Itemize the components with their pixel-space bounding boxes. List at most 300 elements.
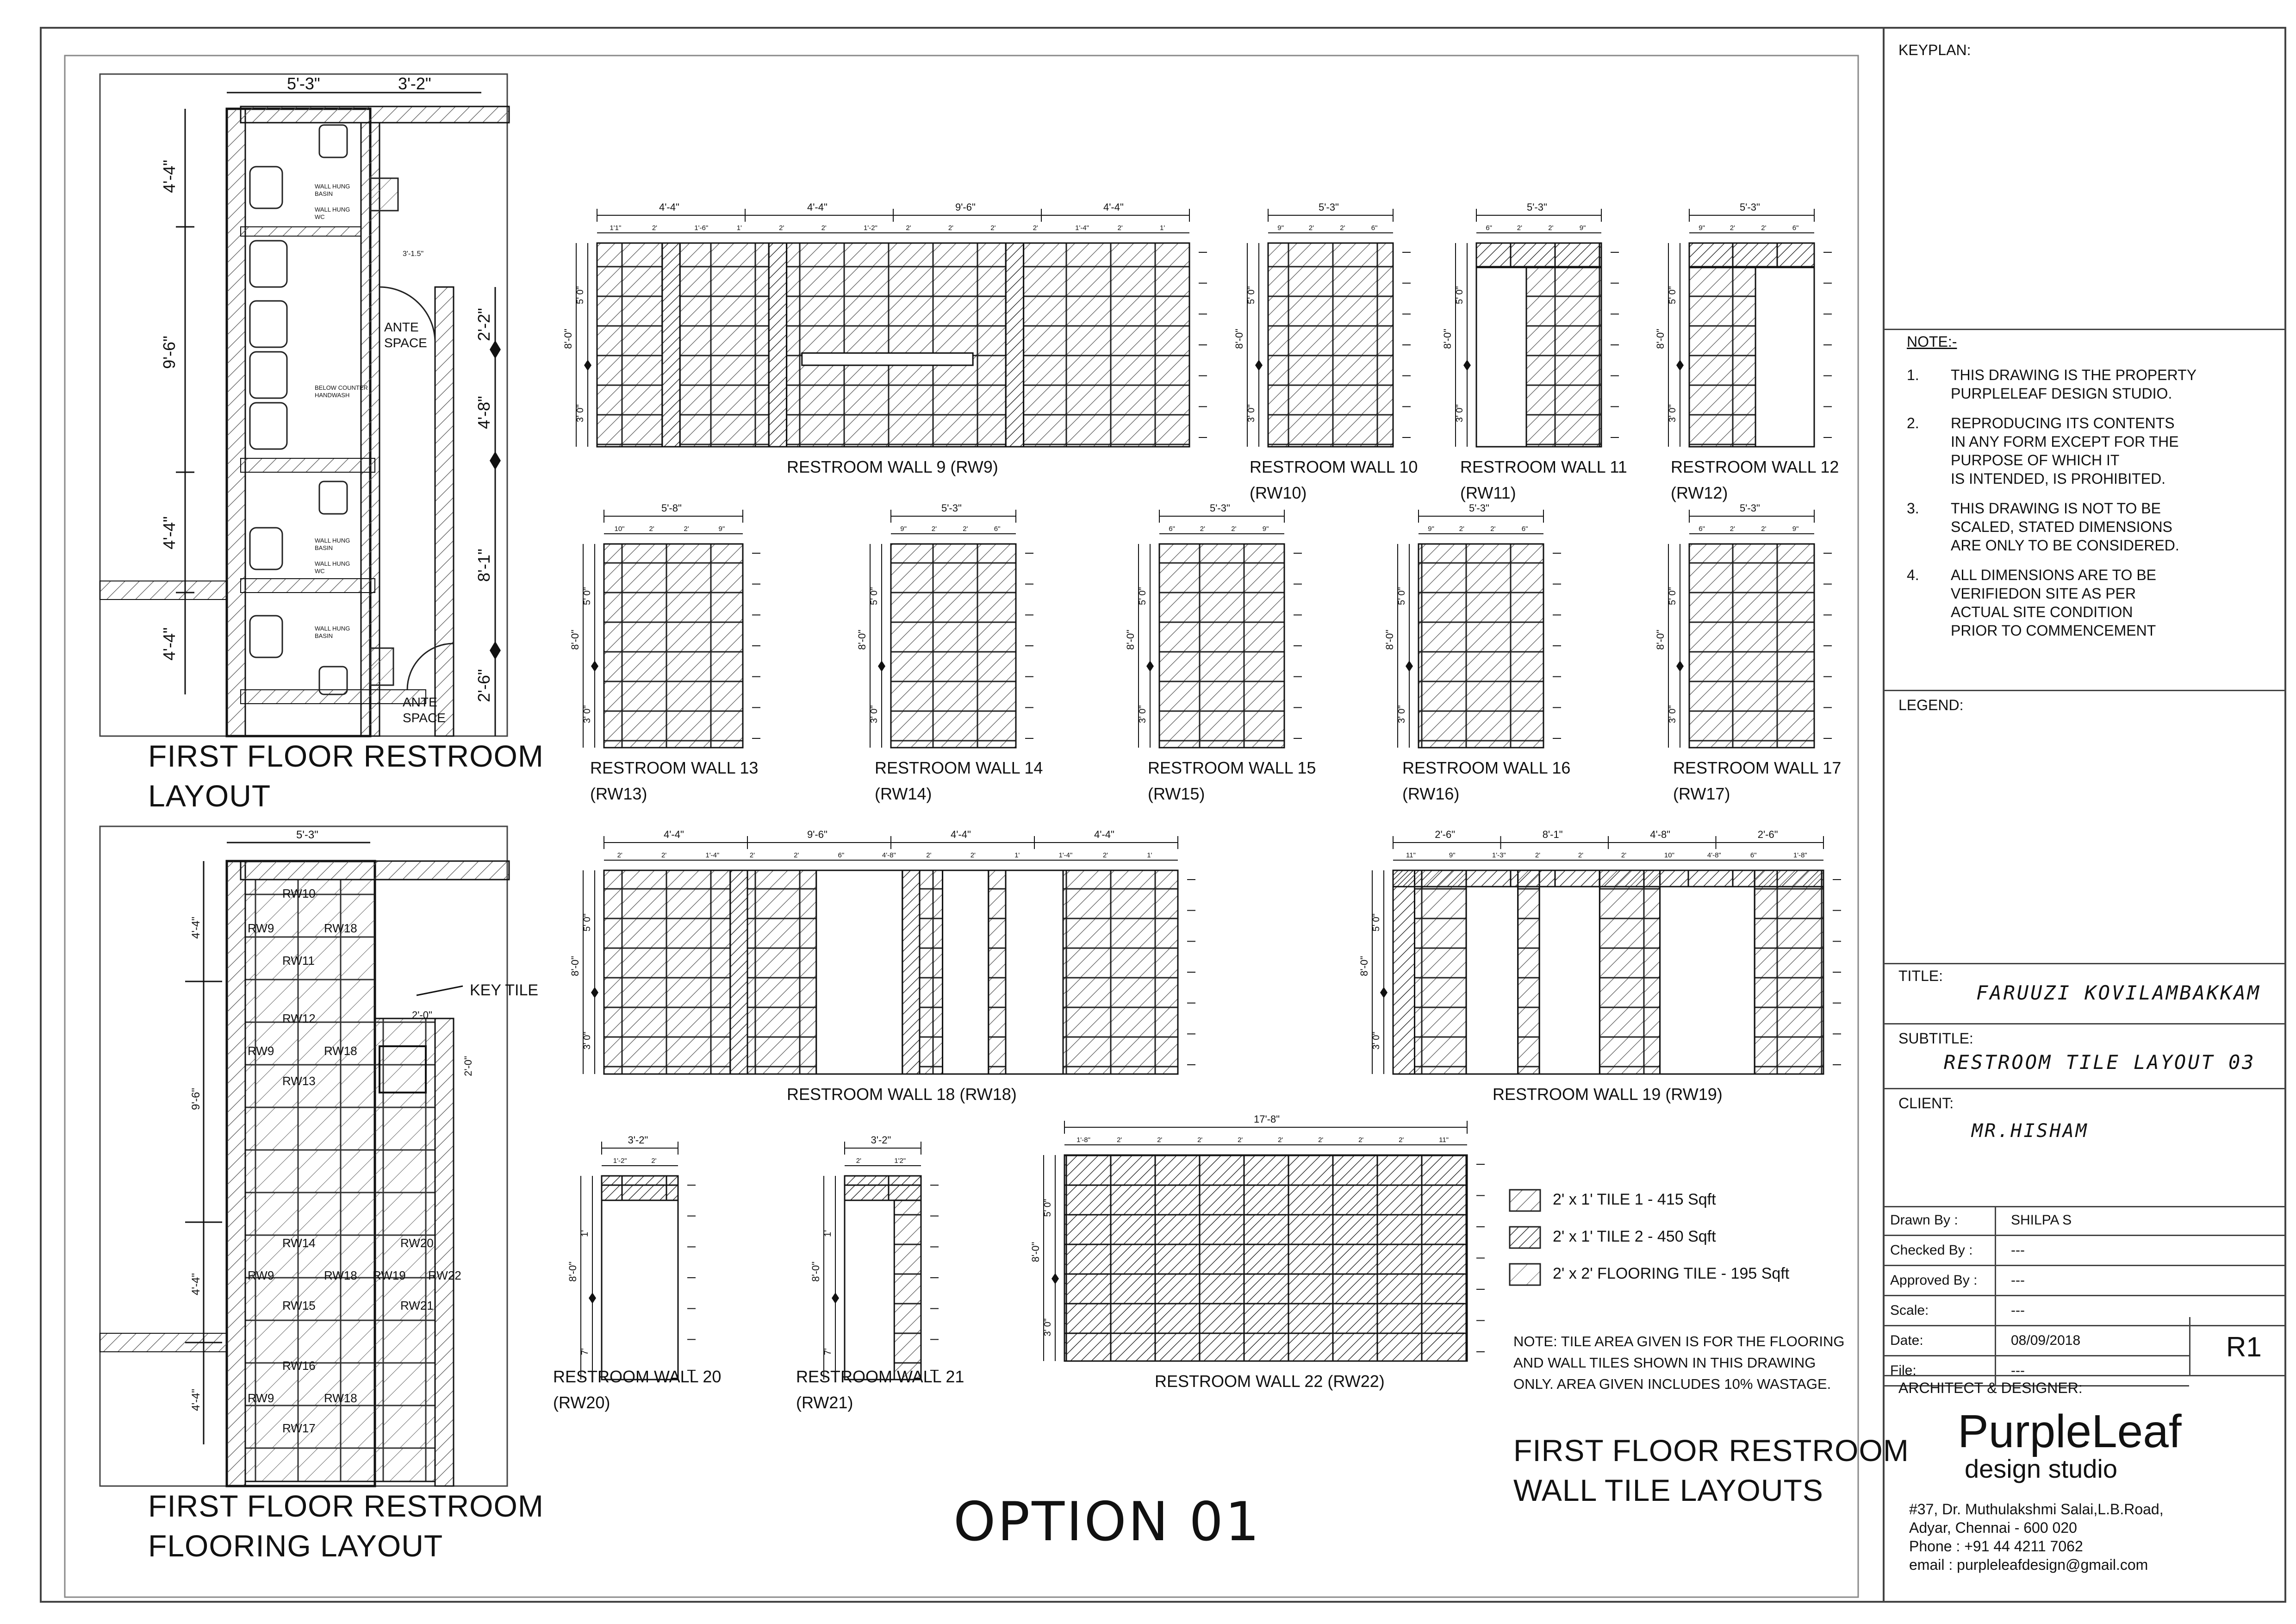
wall-title: RESTROOM WALL 17 xyxy=(1673,758,1842,777)
top-dimension-label: 4'-8" xyxy=(1650,829,1671,840)
top-dimension-label: 5'-3" xyxy=(1740,201,1760,213)
top-tile-band xyxy=(1689,243,1814,268)
wall-title-code: (RW15) xyxy=(1148,784,1205,803)
wall-title: RESTROOM WALL 20 xyxy=(553,1367,722,1386)
info-row xyxy=(1884,1236,2285,1266)
tile-panel xyxy=(1419,544,1543,748)
wall-title: RESTROOM WALL 9 (RW9) xyxy=(787,457,998,476)
title-label: TITLE: xyxy=(1898,968,1943,984)
sub-dimension-label: 2' xyxy=(1490,525,1496,533)
top-dimension-label: 9'-6" xyxy=(955,201,976,213)
sub-dimension-label: 1' xyxy=(736,224,742,232)
sub-dimension-label: 9" xyxy=(1262,525,1269,533)
sub-dimension-label: 2' xyxy=(990,224,996,232)
wall-section xyxy=(769,243,786,447)
wall-tag: RW9 xyxy=(248,1391,274,1405)
keyplan-label: KEYPLAN: xyxy=(1898,42,1971,58)
wall-tag: RW22 xyxy=(428,1268,461,1282)
wall-section xyxy=(730,870,747,1074)
sub-dimension-label: 2' xyxy=(1102,851,1108,859)
wall-outline xyxy=(602,1176,678,1380)
address-line: email : purpleleafdesign@gmail.com xyxy=(1909,1556,2148,1573)
floor-plan-dim-h2: 9'-6" xyxy=(189,1088,202,1110)
wall-tag: RW18 xyxy=(324,1391,357,1405)
wall-tile-title-line-2: WALL TILE LAYOUTS xyxy=(1513,1473,1823,1507)
info-row xyxy=(1884,1326,2189,1356)
tile-panel xyxy=(1755,870,1823,1074)
floor-plan-dim-key-2: 2'-0" xyxy=(462,1056,474,1076)
sub-dimension-label: 1'-8" xyxy=(1076,1136,1090,1144)
side-dimension-lower: 3' 0" xyxy=(1668,705,1678,724)
counter-band xyxy=(802,353,973,365)
info-separator xyxy=(1995,1266,1996,1295)
side-dimension-upper: 5' 0" xyxy=(1043,1199,1053,1217)
tile-panel xyxy=(1689,268,1755,447)
dim-marker xyxy=(1406,661,1413,672)
sub-dimension-label: 6" xyxy=(1169,525,1175,533)
restroom-plan-dim-h3: 4'-4" xyxy=(159,516,179,550)
side-dimension-total: 8'-0" xyxy=(569,629,581,650)
address-line: Adyar, Chennai - 600 020 xyxy=(1909,1519,2077,1536)
side-dimension-upper: 5' 0" xyxy=(1397,587,1407,605)
sub-dimension-label: 2' xyxy=(794,851,799,859)
dim-marker xyxy=(1676,360,1684,371)
tile-panel xyxy=(1268,243,1393,447)
sub-dimension-label: 6" xyxy=(1521,525,1528,533)
info-key: File: xyxy=(1890,1363,1916,1378)
side-dimension-upper: 5' 0" xyxy=(869,587,879,605)
wall-title: RESTROOM WALL 15 xyxy=(1148,758,1316,777)
top-dimension-label: 5'-3" xyxy=(1527,201,1547,213)
side-dimension-lower: 3' 0" xyxy=(575,404,585,423)
divider xyxy=(1884,1023,2285,1024)
info-key: Scale: xyxy=(1890,1303,1929,1318)
top-dimension-label: 9'-6" xyxy=(807,829,828,840)
sub-dimension-label: 2' xyxy=(1399,1136,1404,1144)
side-dimension-lower: 3' 0" xyxy=(1246,404,1257,423)
side-dimension-lower: 7' xyxy=(823,1348,833,1355)
dim-marker xyxy=(591,987,598,998)
sub-dimension-label: 11" xyxy=(1406,851,1416,859)
info-row xyxy=(1884,1266,2285,1296)
side-dimension-upper: 5' 0" xyxy=(1668,587,1678,605)
sub-dimension-label: 6" xyxy=(1792,224,1799,232)
info-key: Drawn By : xyxy=(1890,1212,1958,1228)
divider xyxy=(1884,963,2285,964)
flooring-layout-title-line-2: FLOORING LAYOUT xyxy=(148,1529,443,1563)
wall-tag: RW12 xyxy=(282,1012,316,1025)
sub-dimension-label: 9" xyxy=(718,525,725,533)
sub-dimension-label: 2' xyxy=(1231,525,1237,533)
sub-dimension-label: 2' xyxy=(1621,851,1627,859)
sub-dimension-label: 2' xyxy=(1730,224,1735,232)
tile-panel xyxy=(747,870,816,1074)
top-dimension-label: 5'-3" xyxy=(1210,502,1230,514)
tile-panel xyxy=(1599,870,1660,1074)
wall-title-code: (RW13) xyxy=(590,784,647,803)
wall-title-code: (RW16) xyxy=(1402,784,1460,803)
sub-dimension-label: 6" xyxy=(1371,224,1378,232)
side-dimension-total: 8'-0" xyxy=(1030,1242,1041,1262)
wall-tile-title-line-1: FIRST FLOOR RESTROOM xyxy=(1513,1433,1909,1468)
sub-dimension-label: 2' xyxy=(1761,525,1767,533)
restroom-plan-dim-r4: 2'-6" xyxy=(474,669,493,702)
dim-marker xyxy=(1676,661,1684,672)
side-dimension-lower: 3' 0" xyxy=(1455,404,1465,423)
tile-panel xyxy=(1159,544,1284,748)
sub-dimension-label: 6" xyxy=(1750,851,1757,859)
tile-panel xyxy=(1518,870,1540,1074)
architect-label: ARCHITECT & DESIGNER: xyxy=(1898,1380,2083,1396)
brand-logo-name: PurpleLeaf xyxy=(1958,1405,2182,1457)
sub-dimension-label: 2' xyxy=(1578,851,1584,859)
note-line: SCALED, STATED DIMENSIONS xyxy=(1951,518,2172,535)
sub-dimension-label: 2' xyxy=(1761,224,1767,232)
info-key: Date: xyxy=(1890,1333,1923,1348)
info-value: --- xyxy=(2011,1363,2025,1378)
wall-title: RESTROOM WALL 22 (RW22) xyxy=(1155,1372,1385,1391)
dim-marker xyxy=(1146,661,1154,672)
info-key: Approved By : xyxy=(1890,1273,1978,1288)
note-item xyxy=(1907,499,2277,555)
sub-dimension-label: 9" xyxy=(1428,525,1434,533)
wall-title: RESTROOM WALL 12 xyxy=(1671,457,1839,476)
wall-tag: RW19 xyxy=(373,1268,406,1282)
side-dimension-upper: 5' 0" xyxy=(582,587,592,605)
wall-section xyxy=(662,243,680,447)
project-title: FARUUZI KOVILAMBAKKAM xyxy=(1976,981,2261,1004)
sub-dimension-label: 1' xyxy=(1014,851,1020,859)
tile-panel xyxy=(604,870,730,1074)
fixture-label-3: BELOW COUNTER HANDWASH xyxy=(315,384,368,399)
tile-note-line: AND WALL TILES SHOWN IN THIS DRAWING xyxy=(1513,1355,1816,1371)
tile-panel xyxy=(1689,544,1814,748)
legend-swatch-tile-1 xyxy=(1509,1189,1541,1212)
top-dimension-label: 2'-6" xyxy=(1435,829,1456,840)
tile-panel xyxy=(989,870,1006,1074)
fixture-label-5: WALL HUNG WC xyxy=(315,560,350,575)
sub-dimension-label: 2' xyxy=(1318,1136,1324,1144)
sub-dimension-label: 1' xyxy=(1147,851,1152,859)
info-key: Checked By : xyxy=(1890,1243,1973,1258)
info-separator xyxy=(1995,1326,1996,1355)
tile-panel xyxy=(680,243,769,447)
side-dimension-upper: 5' 0" xyxy=(1455,286,1465,304)
top-dimension-label: 5'-3" xyxy=(1740,502,1760,514)
side-dimension-total: 8'-0" xyxy=(562,328,574,349)
tile-panel xyxy=(604,544,743,748)
tile-area-note xyxy=(1513,1331,1844,1395)
subtitle-label: SUBTITLE: xyxy=(1898,1030,1973,1047)
wall-tile-layouts-title xyxy=(1513,1430,1909,1510)
sub-dimension-label: 1' xyxy=(1160,224,1165,232)
sub-dimension-label: 9" xyxy=(900,525,907,533)
side-dimension-total: 8'-0" xyxy=(1442,328,1453,349)
floor-plan-dim-width: 5'-3" xyxy=(296,829,318,841)
side-dimension-lower: 7' xyxy=(580,1348,590,1355)
wall-title-code: (RW11) xyxy=(1460,483,1516,502)
opening xyxy=(1466,870,1518,1074)
info-value: SHILPA S xyxy=(2011,1212,2072,1228)
side-dimension-lower: 3' 0" xyxy=(1397,705,1407,724)
wall-title-code: (RW14) xyxy=(875,784,932,803)
sub-dimension-label: 1'-6" xyxy=(694,224,709,232)
divider xyxy=(1884,690,2285,691)
tile-panel xyxy=(920,870,943,1074)
side-dimension-upper: 5' 0" xyxy=(582,913,592,931)
sub-dimension-label: 2' xyxy=(821,224,827,232)
restroom-plan-dim-h2: 9'-6" xyxy=(159,336,179,369)
sub-dimension-label: 6" xyxy=(994,525,1001,533)
sub-dimension-label: 11" xyxy=(1439,1136,1449,1144)
side-dimension-lower: 3' 0" xyxy=(1043,1318,1053,1337)
wall-tag: RW18 xyxy=(324,921,357,935)
side-dimension-lower: 3' 0" xyxy=(1668,404,1678,423)
brand-logo-sub: design studio xyxy=(1965,1454,2118,1483)
sub-dimension-label: 2' xyxy=(970,851,976,859)
side-dimension-upper: 5' 0" xyxy=(575,286,585,304)
sub-dimension-label: 10" xyxy=(614,525,625,533)
sub-dimension-label: 6" xyxy=(1699,525,1705,533)
top-dimension-label: 5'-3" xyxy=(1469,502,1489,514)
note-number: 2. xyxy=(1907,415,1919,431)
wall-title: RESTROOM WALL 18 (RW18) xyxy=(787,1085,1017,1104)
wall-tag: RW20 xyxy=(400,1236,434,1250)
wall-tag: RW10 xyxy=(282,887,316,900)
sub-dimension-label: 1'-2" xyxy=(864,224,877,232)
wall-title-code: (RW17) xyxy=(1673,784,1730,803)
top-dimension-label: 4'-4" xyxy=(664,829,684,840)
sub-dimension-label: 1'2" xyxy=(894,1157,906,1165)
legend-swatch-flooring xyxy=(1509,1263,1541,1286)
note-line: PRIOR TO COMMENCEMENT xyxy=(1951,622,2156,639)
sub-dimension-label: 2' xyxy=(1517,224,1522,232)
side-dimension-total: 8'-0" xyxy=(569,956,581,976)
top-dimension-label: 5'-8" xyxy=(661,502,682,514)
sub-dimension-label: 9" xyxy=(1579,224,1586,232)
notes-list xyxy=(1907,366,2277,651)
option-title: OPTION 01 xyxy=(953,1491,1261,1553)
tile-panel xyxy=(1063,870,1178,1074)
tile-panel xyxy=(1526,268,1601,447)
tile-panel xyxy=(1024,243,1189,447)
client-name: MR.HISHAM xyxy=(1972,1120,2089,1142)
note-item xyxy=(1907,366,2277,403)
sub-dimension-label: 2' xyxy=(617,851,622,859)
sub-dimension-label: 2' xyxy=(649,525,654,533)
wall-tag: RW13 xyxy=(282,1074,316,1088)
restroom-plan-dim-width-1: 5'-3" xyxy=(287,74,320,93)
sub-dimension-label: 2' xyxy=(931,525,937,533)
note-line: VERIFIEDON SITE AS PER xyxy=(1951,585,2136,602)
restroom-plan-dim-h1: 4'-4" xyxy=(159,160,179,193)
wall-tag: RW9 xyxy=(248,1044,274,1058)
info-separator xyxy=(1995,1236,1996,1265)
restroom-plan-dim-r3: 8'-1" xyxy=(474,549,493,582)
sub-dimension-label: 9" xyxy=(1699,224,1705,232)
sub-dimension-label: 9" xyxy=(1449,851,1456,859)
tile-panel xyxy=(1064,1155,1467,1361)
top-dimension-label: 3'-2" xyxy=(871,1134,891,1146)
note-line: ACTUAL SITE CONDITION xyxy=(1951,604,2133,620)
restroom-plan-dim-width-2: 3'-2" xyxy=(398,74,431,93)
address-line: Phone : +91 44 4211 7062 xyxy=(1909,1538,2083,1555)
note-line: THIS DRAWING IS NOT TO BE xyxy=(1951,500,2161,517)
side-dimension-upper: 5' 0" xyxy=(1246,286,1257,304)
side-dimension-total: 8'-0" xyxy=(1125,629,1136,650)
tile-panel xyxy=(597,243,662,447)
note-number: 4. xyxy=(1907,567,1919,583)
top-tile-band xyxy=(1393,870,1823,887)
side-dimension-lower: 3' 0" xyxy=(1371,1031,1381,1050)
info-value: --- xyxy=(2011,1243,2025,1258)
note-line: ALL DIMENSIONS ARE TO BE xyxy=(1951,567,2156,583)
top-tile-band xyxy=(1476,243,1601,268)
sub-dimension-label: 2' xyxy=(652,224,658,232)
info-row xyxy=(1884,1206,2285,1236)
sub-dimension-label: 2' xyxy=(1278,1136,1283,1144)
top-tile-band xyxy=(602,1176,678,1200)
sub-dimension-label: 2' xyxy=(926,851,932,859)
dim-marker xyxy=(878,661,885,672)
top-dimension-label: 3'-2" xyxy=(628,1134,648,1146)
restroom-layout-title-line-1: FIRST FLOOR RESTROOM xyxy=(148,739,544,773)
wall-title: RESTROOM WALL 11 xyxy=(1460,457,1627,476)
sub-dimension-label: 1'-4" xyxy=(705,851,720,859)
dim-marker xyxy=(1463,360,1471,371)
note-line: IS INTENDED, IS PROHIBITED. xyxy=(1951,470,2166,487)
info-separator xyxy=(1995,1206,1996,1235)
wall-title-code: (RW12) xyxy=(1671,483,1728,502)
ante-space-label-2: ANTE SPACE xyxy=(403,695,446,725)
note-number: 3. xyxy=(1907,500,1919,517)
side-dimension-lower: 3' 0" xyxy=(582,1031,592,1050)
tile-panel xyxy=(1415,870,1467,1074)
dim-marker xyxy=(591,661,598,672)
note-number: 1. xyxy=(1907,367,1919,383)
sub-dimension-label: 2' xyxy=(1117,1136,1122,1144)
sub-dimension-label: 2' xyxy=(1117,224,1123,232)
top-dimension-label: 4'-4" xyxy=(807,201,828,213)
wall-tag: RW18 xyxy=(324,1268,357,1282)
top-dimension-label: 2'-6" xyxy=(1757,829,1778,840)
drawing-subtitle: RESTROOM TILE LAYOUT 03 xyxy=(1944,1051,2256,1074)
sub-dimension-label: 2' xyxy=(1238,1136,1243,1144)
note-item xyxy=(1907,414,2277,488)
legend-label: 2' x 1' TILE 1 - 415 Sqft xyxy=(1553,1191,1716,1208)
sub-dimension-label: 1'1" xyxy=(610,224,622,232)
sub-dimension-label: 9" xyxy=(1792,525,1799,533)
dim-marker xyxy=(589,1293,596,1304)
top-tile-band xyxy=(845,1176,921,1200)
sub-dimension-label: 2' xyxy=(1730,525,1735,533)
tile-panel xyxy=(894,1200,921,1380)
sub-dimension-label: 1'-2" xyxy=(613,1157,627,1165)
fixture-label-2: WALL HUNG WC xyxy=(315,206,350,220)
sub-dimension-label: 1'-3" xyxy=(1492,851,1506,859)
note-item xyxy=(1907,566,2277,640)
tile-note-line: ONLY. AREA GIVEN INCLUDES 10% WASTAGE. xyxy=(1513,1376,1831,1392)
sub-dimension-label: 2' xyxy=(1197,1136,1203,1144)
wall-title-code: (RW10) xyxy=(1250,483,1307,502)
sub-dimension-label: 2' xyxy=(1308,224,1314,232)
side-dimension-upper: 1' xyxy=(823,1230,833,1237)
info-value: --- xyxy=(2011,1273,2025,1288)
sub-dimension-label: 2' xyxy=(1200,525,1205,533)
side-dimension-total: 8'-0" xyxy=(1655,328,1666,349)
address-line: #37, Dr. Muthulakshmi Salai,L.B.Road, xyxy=(1909,1501,2164,1518)
legend-label: 2' x 2' FLOORING TILE - 195 Sqft xyxy=(1553,1265,1790,1282)
wall-tag: RW9 xyxy=(248,1268,274,1282)
top-dimension-label: 4'-4" xyxy=(659,201,679,213)
opening xyxy=(816,870,902,1074)
wall-section xyxy=(1393,870,1415,1074)
sub-dimension-label: 10" xyxy=(1664,851,1674,859)
divider xyxy=(1884,329,2285,330)
side-dimension-total: 8'-0" xyxy=(1655,629,1666,650)
divider xyxy=(1884,1375,2285,1376)
title-block xyxy=(1884,28,2285,1602)
revision-number: R1 xyxy=(2226,1331,2262,1362)
sub-dimension-label: 2' xyxy=(1459,525,1464,533)
sub-dimension-label: 2' xyxy=(948,224,954,232)
sub-dimension-label: 9" xyxy=(1277,224,1284,232)
sub-dimension-label: 6" xyxy=(1486,224,1492,232)
top-dimension-label: 17'-8" xyxy=(1254,1113,1280,1125)
sub-dimension-label: 2' xyxy=(1358,1136,1364,1144)
wall-section xyxy=(902,870,920,1074)
sub-dimension-label: 2' xyxy=(1535,851,1541,859)
flooring-layout-title-line-1: FIRST FLOOR RESTROOM xyxy=(148,1489,544,1523)
dim-marker xyxy=(1255,360,1263,371)
wall-tag: RW15 xyxy=(282,1299,316,1312)
dim-marker xyxy=(832,1293,839,1304)
opening xyxy=(1660,870,1755,1074)
studio-address xyxy=(1909,1500,2164,1574)
side-dimension-upper: 5' 0" xyxy=(1371,913,1381,931)
fixture-label-6: WALL HUNG BASIN xyxy=(315,625,350,639)
top-dimension-label: 5'-3" xyxy=(941,502,962,514)
sub-dimension-label: 4'-8" xyxy=(1707,851,1721,859)
wall-title: RESTROOM WALL 10 xyxy=(1250,457,1418,476)
top-dimension-label: 4'-4" xyxy=(1103,201,1124,213)
sub-dimension-label: 1'-4" xyxy=(1058,851,1073,859)
note-line: IN ANY FORM EXCEPT FOR THE xyxy=(1951,433,2179,450)
wall-tag: RW11 xyxy=(282,954,315,968)
restroom-plan-dim-small: 3'-1.5" xyxy=(403,250,424,258)
tile-note-line: NOTE: TILE AREA GIVEN IS FOR THE FLOORING xyxy=(1513,1333,1845,1349)
note-line: PURPOSE OF WHICH IT xyxy=(1951,452,2120,468)
wall-tag: RW9 xyxy=(248,921,274,935)
side-dimension-upper: 1' xyxy=(580,1230,590,1237)
tile-panel xyxy=(891,544,1016,748)
floor-plan-dim-h3: 4'-4" xyxy=(189,1273,202,1295)
info-separator xyxy=(1995,1296,1996,1325)
wall-tag: RW14 xyxy=(282,1236,316,1250)
wall-title: RESTROOM WALL 16 xyxy=(1402,758,1571,777)
side-dimension-total: 8'-0" xyxy=(856,629,868,650)
side-dimension-upper: 5' 0" xyxy=(1138,587,1148,605)
sub-dimension-label: 1'-4" xyxy=(1075,224,1089,232)
note-line: REPRODUCING ITS CONTENTS xyxy=(1951,415,2175,431)
sub-dimension-label: 2' xyxy=(856,1157,861,1165)
wall-title: RESTROOM WALL 21 xyxy=(796,1367,964,1386)
wall-tag: RW17 xyxy=(282,1421,316,1435)
wall-title: RESTROOM WALL 13 xyxy=(590,758,759,777)
note-line: ARE ONLY TO BE CONSIDERED. xyxy=(1951,537,2179,554)
ante-space-label-1: ANTE SPACE xyxy=(384,320,427,350)
sub-dimension-label: 4'-8" xyxy=(882,851,896,859)
